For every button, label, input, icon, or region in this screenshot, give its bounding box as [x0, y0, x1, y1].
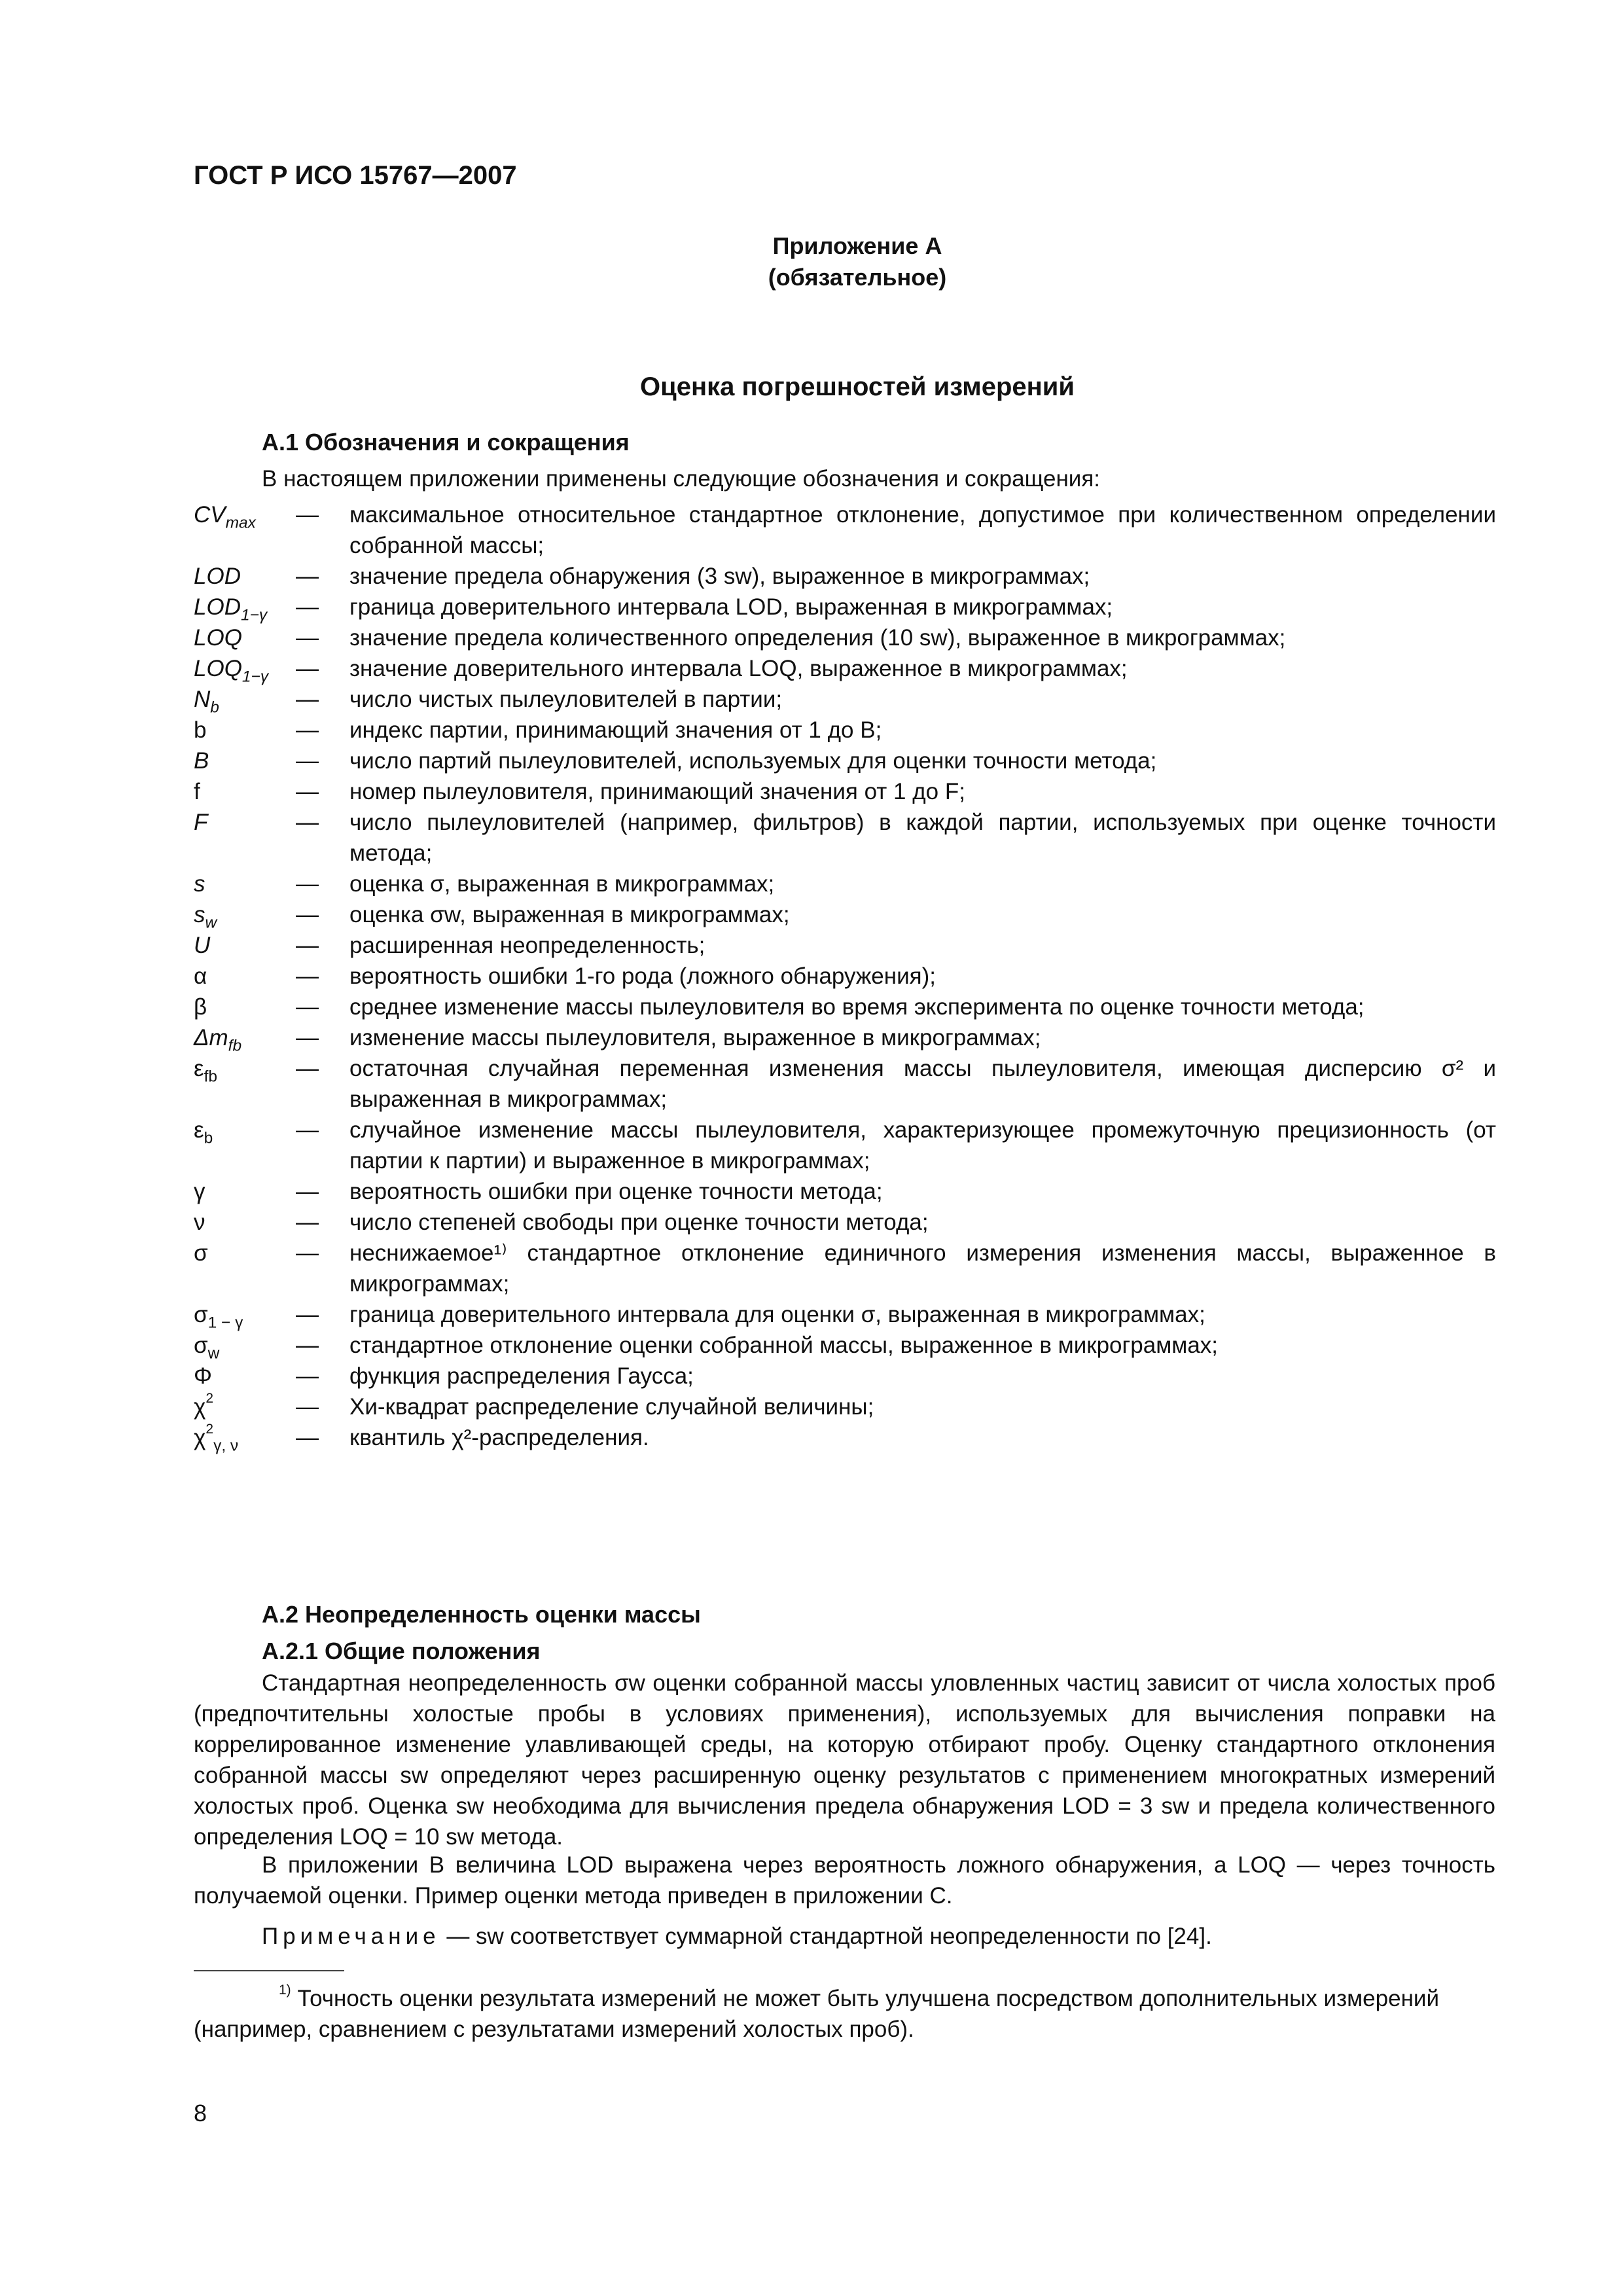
definition-row [194, 684, 1496, 715]
subsection-a1-title: А.1 Обозначения и сокращения [262, 429, 630, 456]
definition-dash: — [296, 564, 319, 589]
definition-dash: — [296, 810, 319, 835]
definition-symbol: $LOD_{1-\gamma}$ [194, 594, 268, 624]
definition-text: значение предела количественного определения (10 sw), выраженное в микрограммах; [349, 625, 1286, 651]
definition-row [194, 961, 1496, 992]
definition-symbol: $s_w$ [194, 902, 217, 932]
definition-row [194, 715, 1496, 745]
definition-symbol: $\varepsilon_{fb}$ [194, 1056, 218, 1086]
definition-text: оценка σ, выраженная в микрограммах; [349, 871, 775, 897]
subsection-a2-title: А.2 Неопределенность оценки массы [262, 1601, 701, 1628]
definition-symbol: $\sigma_{1 - \gamma}$ [194, 1302, 243, 1332]
definition-dash: — [296, 656, 319, 681]
definition-row [194, 992, 1496, 1022]
definition-text: среднее изменение массы пылеуловителя во время эксперимента по оценке точности метода; [349, 994, 1364, 1020]
definition-symbol: U [194, 933, 211, 958]
definition-text: оценка σw, выраженная в микрограммах; [349, 902, 790, 927]
definition-dash: — [296, 1425, 319, 1450]
definition-dash: — [296, 779, 319, 804]
page-number: 8 [194, 2100, 207, 2126]
definition-symbol: σ [194, 1240, 208, 1266]
definition-symbol: $CV_{max}$ [194, 502, 256, 532]
footnote-text: Точность оценки результата измерений не может быть улучшена посредством дополнительных измерений (например, сравнением с результатами измерений холостых проб). [194, 1986, 1440, 2042]
definition-symbol: B [194, 748, 209, 774]
definition-row [194, 807, 1496, 869]
definition-dash: — [296, 1056, 319, 1081]
definition-symbol: LOQ [194, 625, 242, 651]
definition-symbol: α [194, 963, 207, 989]
appendix-status: (обязательное) [768, 264, 947, 291]
definition-row [194, 1299, 1496, 1330]
definition-row [194, 776, 1496, 807]
definition-symbol: Φ [194, 1363, 212, 1389]
definition-dash: — [296, 748, 319, 774]
definition-row [194, 1053, 1496, 1115]
definition-symbol: $\chi^2_{\gamma, \nu}$ [194, 1422, 239, 1455]
a21-paragraph-2-text: В приложении В величина LOD выражена через вероятность ложного обнаружения, а LOQ — через точность получаемой оценки. Пример оценки метода приведен в приложении С. [194, 1852, 1495, 1909]
definition-dash: — [296, 994, 319, 1020]
definition-dash: — [296, 687, 319, 712]
definition-symbol: $\sigma_w$ [194, 1333, 220, 1363]
definition-dash: — [296, 502, 319, 528]
definition-text: изменение массы пылеуловителя, выраженное в микрограммах; [349, 1025, 1041, 1050]
definition-dash: — [296, 625, 319, 651]
definition-symbol: s [194, 871, 205, 897]
definition-row [194, 622, 1496, 653]
definition-text: расширенная неопределенность; [349, 933, 705, 958]
definition-dash: — [296, 1333, 319, 1358]
section-title: Оценка погрешностей измерений [640, 372, 1075, 401]
definition-row [194, 499, 1496, 561]
standard-header: ГОСТ Р ИСО 15767—2007 [194, 161, 517, 190]
definition-row [194, 745, 1496, 776]
definition-row [194, 930, 1496, 961]
definition-dash: — [296, 1302, 319, 1327]
definition-row [194, 1361, 1496, 1391]
definition-dash: — [296, 717, 319, 743]
definition-symbol: LOD [194, 564, 241, 589]
definition-dash: — [296, 1394, 319, 1420]
definition-text: неснижаемое¹⁾ стандартное отклонение единичного измерения изменения массы, выраженное в микрограммах; [349, 1240, 1496, 1297]
definition-text: число пылеуловителей (например, фильтров) в каждой партии, используемых при оценке точности метода; [349, 810, 1496, 866]
definition-dash: — [296, 1117, 319, 1143]
definition-symbol: f [194, 779, 200, 804]
definition-symbol: $\chi^2$ [194, 1391, 214, 1420]
definition-text: вероятность ошибки при оценке точности метода; [349, 1179, 883, 1204]
definition-row [194, 1176, 1496, 1207]
footnote-divider [194, 1970, 344, 1971]
definition-row [194, 592, 1496, 622]
note-label: Примечание [262, 1924, 440, 1949]
definition-row [194, 653, 1496, 684]
a21-paragraph-2 [194, 1850, 1495, 1911]
definition-dash: — [296, 1240, 319, 1266]
definition-row [194, 1422, 1496, 1453]
definition-dash: — [296, 1363, 319, 1389]
definitions-list [194, 499, 1496, 1453]
definition-symbol: $\varepsilon_b$ [194, 1117, 213, 1147]
definition-dash: — [296, 594, 319, 620]
definition-text: номер пылеуловителя, принимающий значения от 1 до F; [349, 779, 965, 804]
definition-symbol: b [194, 717, 207, 743]
definition-symbol: $LOQ_{1-\gamma}$ [194, 656, 269, 686]
definition-symbol: $N_b$ [194, 687, 219, 717]
definition-text: функция распределения Гаусса; [349, 1363, 694, 1389]
definition-text: граница доверительного интервала для оценки σ, выраженная в микрограммах; [349, 1302, 1205, 1327]
a21-note [194, 1921, 1495, 1952]
definition-row [194, 1391, 1496, 1422]
definition-row [194, 1207, 1496, 1238]
definition-row [194, 1330, 1496, 1361]
definition-dash: — [296, 902, 319, 927]
definition-text: случайное изменение массы пылеуловителя, характеризующее промежуточную прецизионность (от партии к партии) и выраженное в микрограммах; [349, 1117, 1496, 1174]
definition-text: стандартное отклонение оценки собранной массы, выраженное в микрограммах; [349, 1333, 1219, 1358]
definition-dash: — [296, 871, 319, 897]
definition-symbol: β [194, 994, 207, 1020]
definition-text: остаточная случайная переменная изменения массы пылеуловителя, имеющая дисперсию σ² и выраженная в микрограммах; [349, 1056, 1496, 1112]
definition-dash: — [296, 933, 319, 958]
definition-row [194, 869, 1496, 899]
footnote-marker: 1) [279, 1982, 291, 1998]
definition-text: число степеней свободы при оценке точности метода; [349, 1210, 929, 1235]
definition-dash: — [296, 1025, 319, 1050]
a1-intro: В настоящем приложении применены следующие обозначения и сокращения: [262, 466, 1101, 492]
definition-row [194, 561, 1496, 592]
definition-symbol: γ [194, 1179, 205, 1204]
definition-symbol: F [194, 810, 208, 835]
definition-row [194, 1115, 1496, 1176]
definition-symbol: $\Delta m_{fb}$ [194, 1025, 242, 1055]
subsection-a21-title: А.2.1 Общие положения [262, 1638, 541, 1664]
definition-text: значение предела обнаружения (3 sw), выраженное в микрограммах; [349, 564, 1090, 589]
definition-text: число чистых пылеуловителей в партии; [349, 687, 783, 712]
definition-text: граница доверительного интервала LOD, выраженная в микрограммах; [349, 594, 1113, 620]
definition-dash: — [296, 963, 319, 989]
definition-symbol: ν [194, 1210, 205, 1235]
definition-text: число партий пылеуловителей, используемых для оценки точности метода; [349, 748, 1157, 774]
note-text: — sw соответствует суммарной стандартной неопределенности по [24]. [446, 1924, 1212, 1949]
footnote [194, 1983, 1495, 2045]
a21-paragraph-1 [194, 1668, 1495, 1852]
definition-text: вероятность ошибки 1-го рода (ложного обнаружения); [349, 963, 936, 989]
definition-text: максимальное относительное стандартное отклонение, допустимое при количественном определении собранной массы; [349, 502, 1496, 558]
definition-row [194, 899, 1496, 930]
definition-row [194, 1238, 1496, 1299]
definition-row [194, 1022, 1496, 1053]
definition-dash: — [296, 1179, 319, 1204]
appendix-title: Приложение А [772, 232, 942, 259]
a21-paragraph-1-text: Стандартная неопределенность σw оценки собранной массы уловленных частиц зависит от числа холостых проб (предпочтительны холостые пробы в условиях применения), используемых для вычисления поправки на коррелированное изменение улавливающей среды, на которую отбирают пробу. Оценку стандартного отклонения собранной массы sw определяют через расширенную оценку результатов с применением многократных измерений холостых проб. Оценка sw необходима для вычисления предела обнаружения LOD = 3 sw и предела количественного определения LOQ = 10 sw метода. [194, 1670, 1495, 1850]
definition-dash: — [296, 1210, 319, 1235]
definition-text: Хи-квадрат распределение случайной величины; [349, 1394, 874, 1420]
definition-text: индекс партии, принимающий значения от 1 до B; [349, 717, 882, 743]
definition-text: квантиль χ²-распределения. [349, 1425, 649, 1450]
definition-text: значение доверительного интервала LOQ, выраженное в микрограммах; [349, 656, 1128, 681]
